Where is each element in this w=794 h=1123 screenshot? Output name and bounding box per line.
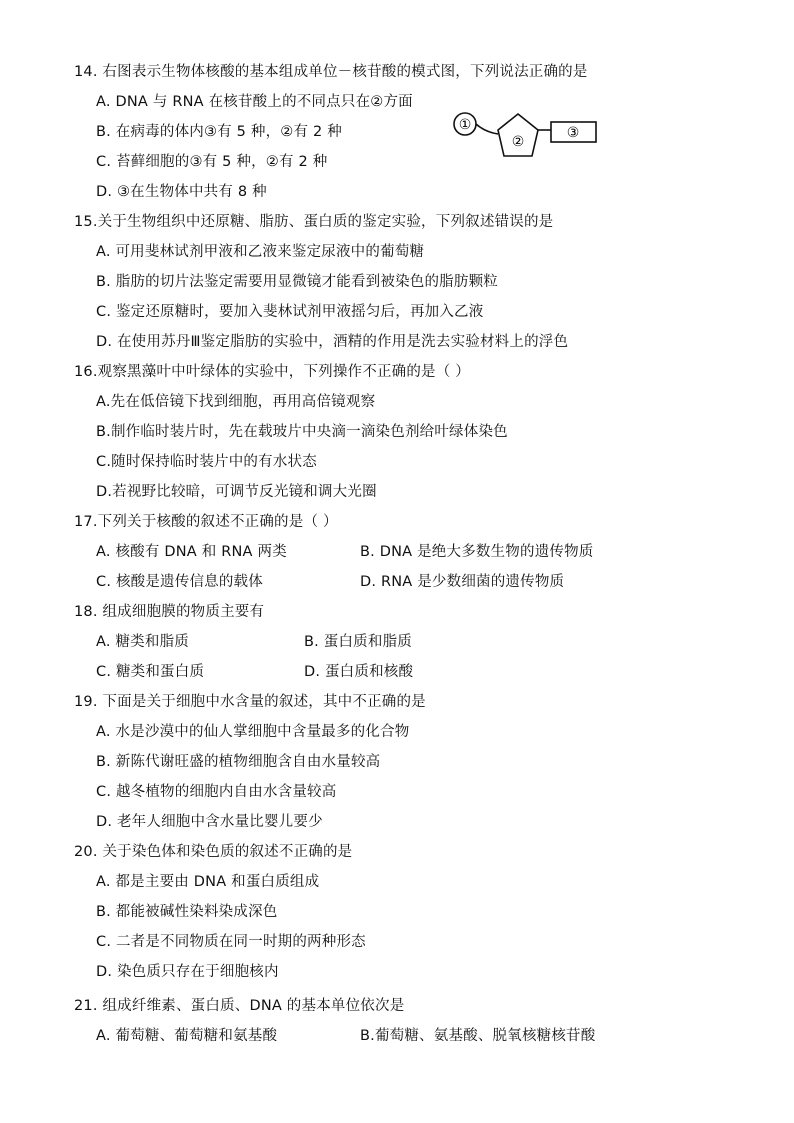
question-14-option-a: A. DNA 与 RNA 在核苷酸上的不同点只在②方面 <box>96 94 413 110</box>
question-18-option-a: A. 糖类和脂质 <box>96 634 189 650</box>
phosphate-bond <box>476 124 498 134</box>
question-15-stem: 15.关于生物组织中还原糖、脂肪、蛋白质的鉴定实验，下列叙述错误的是 <box>74 214 554 230</box>
question-20-option-d: D. 染色质只存在于细胞核内 <box>96 964 279 980</box>
question-21-stem: 21. 组成纤维素、蛋白质、DNA 的基本单位依次是 <box>74 998 405 1014</box>
question-19-option-c: C. 越冬植物的细胞内自由水含量较高 <box>96 784 337 800</box>
question-14-option-d: D. ③在生物体中共有 8 种 <box>96 184 267 200</box>
question-18-option-c: C. 糖类和蛋白质 <box>96 664 205 680</box>
question-17-stem: 17.下列关于核酸的叙述不正确的是（ ） <box>74 514 338 530</box>
question-16-option-c: C.随时保持临时装片中的有水状态 <box>96 454 317 470</box>
nucleotide-diagram <box>452 104 600 176</box>
question-15-option-c: C. 鉴定还原糖时，要加入斐林试剂甲液摇匀后，再加入乙液 <box>96 304 484 320</box>
question-20-option-c: C. 二者是不同物质在同一时期的两种形态 <box>96 934 366 950</box>
question-17-option-b: B. DNA 是绝大多数生物的遗传物质 <box>360 544 594 560</box>
question-19-option-a: A. 水是沙漠中的仙人掌细胞中含量最多的化合物 <box>96 724 410 740</box>
question-16-option-b: B.制作临时装片时，先在载玻片中央滴一滴染色剂给叶绿体染色 <box>96 424 508 440</box>
question-16-option-a: A.先在低倍镜下找到细胞，再用高倍镜观察 <box>96 394 376 410</box>
question-21-option-a: A. 葡萄糖、葡萄糖和氨基酸 <box>96 1028 278 1044</box>
pentose-label: ② <box>511 134 525 150</box>
question-20-option-a: A. 都是主要由 DNA 和蛋白质组成 <box>96 874 320 890</box>
question-15-option-b: B. 脂肪的切片法鉴定需要用显微镜才能看到被染色的脂肪颗粒 <box>96 274 498 290</box>
base-label: ③ <box>566 125 580 141</box>
question-15-option-d: D. 在使用苏丹Ⅲ鉴定脂肪的实验中，酒精的作用是洗去实验材料上的浮色 <box>96 334 569 350</box>
question-21-option-b: B.葡萄糖、氨基酸、脱氧核糖核苷酸 <box>360 1028 596 1044</box>
phosphate-label: ① <box>458 117 472 133</box>
question-20-option-b: B. 都能被碱性染料染成深色 <box>96 904 278 920</box>
question-18-option-b: B. 蛋白质和脂质 <box>304 634 412 650</box>
question-14-option-c: C. 苔藓细胞的③有 5 种，②有 2 种 <box>96 154 328 170</box>
question-15-option-a: A. 可用斐林试剂甲液和乙液来鉴定尿液中的葡萄糖 <box>96 244 425 260</box>
question-19-option-b: B. 新陈代谢旺盛的植物细胞含自由水量较高 <box>96 754 381 770</box>
question-17-option-c: C. 核酸是遗传信息的载体 <box>96 574 263 590</box>
question-19-option-d: D. 老年人细胞中含水量比婴儿要少 <box>96 814 323 830</box>
question-16-stem: 16.观察黑藻叶中叶绿体的实验中，下列操作不正确的是（ ） <box>74 364 470 380</box>
question-14-option-b: B. 在病毒的体内③有 5 种，②有 2 种 <box>96 124 342 140</box>
question-20-stem: 20. 关于染色体和染色质的叙述不正确的是 <box>74 844 353 860</box>
question-16-option-d: D.若视野比较暗，可调节反光镜和调大光圈 <box>96 484 377 500</box>
question-14-stem: 14. 右图表示生物体核酸的基本组成单位－核苷酸的模式图，下列说法正确的是 <box>74 64 588 80</box>
question-17-option-a: A. 核酸有 DNA 和 RNA 两类 <box>96 544 287 560</box>
question-17-option-d: D. RNA 是少数细菌的遗传物质 <box>360 574 565 590</box>
question-18-option-d: D. 蛋白质和核酸 <box>304 664 414 680</box>
question-19-stem: 19. 下面是关于细胞中水含量的叙述，其中不正确的是 <box>74 694 426 710</box>
question-18-stem: 18. 组成细胞膜的物质主要有 <box>74 604 265 620</box>
